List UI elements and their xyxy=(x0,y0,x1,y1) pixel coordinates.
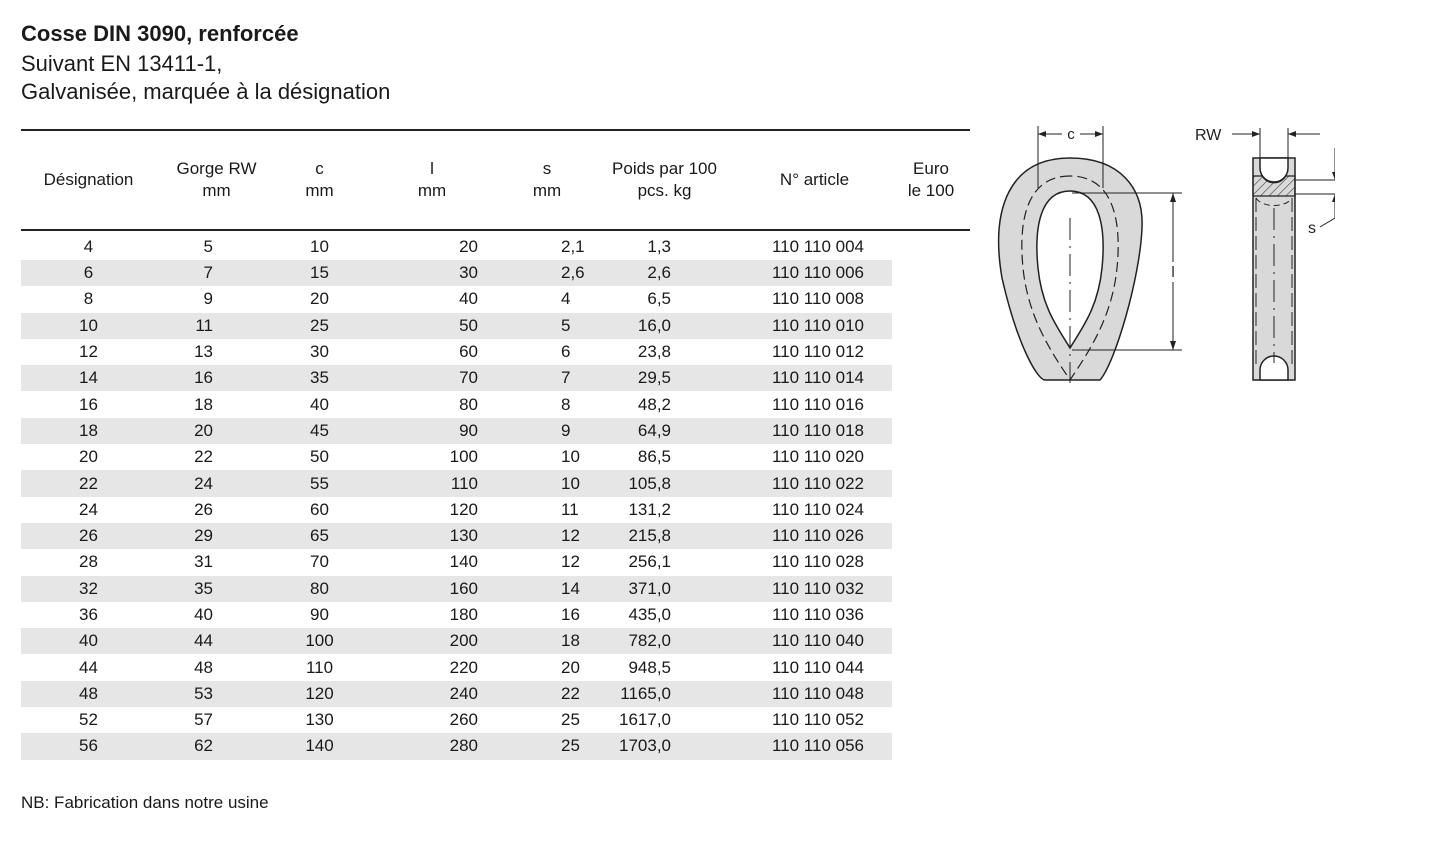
cell-euro xyxy=(892,339,970,365)
cell-article: 110 110 022 xyxy=(737,470,892,496)
cell-article: 110 110 014 xyxy=(737,365,892,391)
table-row xyxy=(21,313,970,339)
table-row xyxy=(21,497,970,523)
cell-euro xyxy=(892,602,970,628)
cell-poids: 371,0 xyxy=(592,576,737,602)
cell-s: 22 xyxy=(502,681,592,707)
cell-gorge-rw: 24 xyxy=(156,470,277,496)
cell-designation: 18 xyxy=(21,418,156,444)
cell-gorge-rw: 9 xyxy=(203,289,213,309)
cell-l: 160 xyxy=(362,576,502,602)
cell-designation: 52 xyxy=(79,710,98,730)
cell-poids: 131,2 xyxy=(628,499,671,519)
cell-s: 12 xyxy=(502,523,592,549)
cell-article: 110 110 044 xyxy=(771,657,864,677)
cell-c: 45 xyxy=(277,418,362,444)
dimension-s xyxy=(1295,148,1335,237)
cell-designation: 40 xyxy=(21,628,156,654)
cell-article: 110 110 024 xyxy=(771,499,864,519)
table-row xyxy=(21,470,970,496)
table-row xyxy=(21,549,970,575)
cell-designation: 26 xyxy=(21,523,156,549)
cell-c: 35 xyxy=(277,365,362,391)
cell-l: 200 xyxy=(362,628,502,654)
cell-designation: 22 xyxy=(21,470,156,496)
cell-designation: 12 xyxy=(79,342,98,362)
footnote: NB: Fabrication dans notre usine xyxy=(21,793,269,812)
cell-article: 110 110 026 xyxy=(737,523,892,549)
cell-s: 2,6 xyxy=(502,260,592,286)
col-header-c: c mm xyxy=(277,130,362,230)
cell-euro xyxy=(892,313,970,339)
cell-l: 60 xyxy=(459,342,478,362)
dimension-rw xyxy=(1195,127,1320,158)
cell-s: 25 xyxy=(561,710,580,730)
cell-article: 110 110 016 xyxy=(771,394,864,414)
cell-l: 180 xyxy=(449,605,478,624)
cell-article: 110 110 012 xyxy=(771,342,864,362)
cell-s: 25 xyxy=(502,733,592,759)
table-row xyxy=(21,707,970,733)
cell-c: 130 xyxy=(305,710,334,730)
label-l: l xyxy=(1171,264,1175,281)
cell-euro xyxy=(892,391,970,417)
table-row xyxy=(21,628,970,654)
cell-l: 20 xyxy=(459,237,478,256)
cell-euro xyxy=(892,444,970,470)
cell-designation: 10 xyxy=(21,313,156,339)
cell-poids: 86,5 xyxy=(637,447,671,467)
table-row xyxy=(21,576,970,602)
cell-euro xyxy=(892,230,970,260)
cell-gorge-rw: 7 xyxy=(156,260,277,286)
table-row xyxy=(21,681,970,707)
col-header-euro: Euro le 100 xyxy=(892,130,970,230)
cell-s: 5 xyxy=(502,313,592,339)
cell-gorge-rw: 62 xyxy=(156,733,277,759)
cell-l: 80 xyxy=(459,394,478,414)
cell-euro xyxy=(892,733,970,759)
col-header-designation: Désignation xyxy=(21,130,156,230)
table-row xyxy=(21,286,970,312)
subtitle-standard: Suivant EN 13411-1, xyxy=(21,51,223,76)
cell-article: 110 110 028 xyxy=(771,552,864,572)
spec-table xyxy=(21,129,970,760)
cell-gorge-rw: 5 xyxy=(203,237,213,256)
cell-c: 25 xyxy=(277,313,362,339)
cell-gorge-rw: 31 xyxy=(194,552,213,572)
label-c: c xyxy=(1067,126,1075,143)
cell-s: 16 xyxy=(561,605,580,624)
table-row xyxy=(21,654,970,680)
cell-poids: 2,6 xyxy=(592,260,737,286)
cell-l: 280 xyxy=(362,733,502,759)
cell-l: 120 xyxy=(449,499,478,519)
cell-s: 7 xyxy=(502,365,592,391)
subtitle-finish: Galvanisée, marquée à la désignation xyxy=(21,79,391,104)
cell-designation: 6 xyxy=(21,260,156,286)
cell-designation: 28 xyxy=(79,552,98,572)
cell-euro xyxy=(892,681,970,707)
cell-article: 110 110 010 xyxy=(737,313,892,339)
thimble-front-view xyxy=(999,158,1142,383)
table-header-row xyxy=(21,130,970,230)
table-row xyxy=(21,365,970,391)
cell-euro xyxy=(892,365,970,391)
table-row xyxy=(21,391,970,417)
spec-table-body xyxy=(21,230,970,760)
cell-poids: 215,8 xyxy=(592,523,737,549)
cell-l: 100 xyxy=(449,447,478,467)
cell-article: 110 110 036 xyxy=(771,605,864,624)
cell-c: 20 xyxy=(310,289,329,309)
cell-euro xyxy=(892,628,970,654)
cell-c: 55 xyxy=(277,470,362,496)
cell-gorge-rw: 20 xyxy=(156,418,277,444)
cell-gorge-rw: 48 xyxy=(194,657,213,677)
cell-s: 4 xyxy=(561,289,571,309)
cell-poids: 23,8 xyxy=(637,342,671,362)
cell-c: 15 xyxy=(277,260,362,286)
cell-euro xyxy=(892,286,970,312)
cell-l: 50 xyxy=(362,313,502,339)
cell-poids: 64,9 xyxy=(592,418,737,444)
cell-gorge-rw: 29 xyxy=(156,523,277,549)
cell-s: 9 xyxy=(502,418,592,444)
cell-c: 40 xyxy=(310,394,329,414)
col-header-s: s mm xyxy=(502,130,592,230)
cell-poids: 48,2 xyxy=(637,394,671,414)
cell-gorge-rw: 40 xyxy=(194,605,213,624)
table-row xyxy=(21,230,970,260)
cell-article: 110 110 020 xyxy=(771,447,864,467)
cell-poids: 782,0 xyxy=(592,628,737,654)
cell-euro xyxy=(892,523,970,549)
cell-c: 10 xyxy=(310,237,329,256)
cell-s: 18 xyxy=(502,628,592,654)
table-row xyxy=(21,602,970,628)
cell-article: 110 110 008 xyxy=(771,289,864,309)
cell-designation: 36 xyxy=(79,605,98,624)
table-row xyxy=(21,339,970,365)
cell-poids: 1165,0 xyxy=(592,681,737,707)
cell-l: 260 xyxy=(449,710,478,730)
cell-s: 10 xyxy=(502,470,592,496)
cell-article: 110 110 032 xyxy=(737,576,892,602)
cell-poids: 256,1 xyxy=(628,552,671,572)
cell-poids: 1703,0 xyxy=(592,733,737,759)
cell-poids: 1,3 xyxy=(647,237,671,256)
thimble-side-view xyxy=(1253,158,1295,380)
cell-poids: 29,5 xyxy=(592,365,737,391)
cell-euro xyxy=(892,418,970,444)
cell-designation: 8 xyxy=(83,289,94,309)
col-header-article: N° article xyxy=(737,130,892,230)
table-row xyxy=(21,733,970,759)
cell-s: 6 xyxy=(561,342,571,362)
cell-designation: 4 xyxy=(83,237,94,256)
cell-c: 30 xyxy=(310,342,329,362)
cell-article: 110 110 052 xyxy=(771,710,864,730)
cell-article: 110 110 006 xyxy=(737,260,892,286)
cell-gorge-rw: 35 xyxy=(156,576,277,602)
cell-c: 100 xyxy=(277,628,362,654)
cell-euro xyxy=(892,497,970,523)
cell-designation: 14 xyxy=(21,365,156,391)
cell-designation: 32 xyxy=(21,576,156,602)
cell-l: 110 xyxy=(362,470,502,496)
col-header-l: l mm xyxy=(362,130,502,230)
cell-c: 120 xyxy=(277,681,362,707)
cell-c: 50 xyxy=(310,447,329,467)
cell-c: 80 xyxy=(277,576,362,602)
cell-l: 220 xyxy=(449,657,478,677)
cell-c: 60 xyxy=(310,499,329,519)
cell-poids: 948,5 xyxy=(628,657,671,677)
cell-c: 65 xyxy=(277,523,362,549)
cell-gorge-rw: 11 xyxy=(156,313,277,339)
table-row xyxy=(21,523,970,549)
cell-designation: 48 xyxy=(21,681,156,707)
cell-s: 11 xyxy=(561,499,579,519)
cell-c: 70 xyxy=(310,552,329,572)
cell-l: 240 xyxy=(362,681,502,707)
cell-poids: 105,8 xyxy=(592,470,737,496)
label-rw: RW xyxy=(1195,127,1222,144)
cell-article: 110 110 018 xyxy=(737,418,892,444)
cell-gorge-rw: 57 xyxy=(194,710,213,730)
cell-gorge-rw: 53 xyxy=(156,681,277,707)
cell-article: 110 110 048 xyxy=(737,681,892,707)
cell-l: 70 xyxy=(362,365,502,391)
table-row xyxy=(21,418,970,444)
cell-gorge-rw: 26 xyxy=(194,499,213,519)
cell-poids: 1617,0 xyxy=(619,710,671,730)
cell-s: 14 xyxy=(502,576,592,602)
cell-s: 8 xyxy=(561,394,571,414)
cell-gorge-rw: 18 xyxy=(194,394,213,414)
cell-s: 12 xyxy=(561,552,580,572)
cell-euro xyxy=(892,470,970,496)
cell-gorge-rw: 16 xyxy=(156,365,277,391)
cell-l: 140 xyxy=(449,552,478,572)
cell-gorge-rw: 22 xyxy=(194,447,213,467)
cell-gorge-rw: 44 xyxy=(156,628,277,654)
cell-poids: 16,0 xyxy=(592,313,737,339)
table-row xyxy=(21,444,970,470)
label-s: s xyxy=(1308,220,1316,237)
col-header-poids: Poids par 100 pcs. kg xyxy=(592,130,737,230)
cell-c: 110 xyxy=(305,657,334,677)
cell-l: 30 xyxy=(362,260,502,286)
cell-euro xyxy=(892,260,970,286)
cell-s: 20 xyxy=(561,657,580,677)
cell-c: 90 xyxy=(310,605,329,624)
cell-poids: 6,5 xyxy=(647,289,671,309)
page-title: Cosse DIN 3090, renforcée xyxy=(21,21,299,46)
cell-s: 2,1 xyxy=(561,237,585,256)
table-row xyxy=(21,260,970,286)
cell-c: 140 xyxy=(277,733,362,759)
cell-gorge-rw: 13 xyxy=(194,342,213,362)
cell-article: 110 110 056 xyxy=(737,733,892,759)
cell-designation: 56 xyxy=(21,733,156,759)
cell-designation: 24 xyxy=(79,499,98,519)
cell-l: 90 xyxy=(362,418,502,444)
cell-designation: 20 xyxy=(79,447,98,467)
cell-euro xyxy=(892,707,970,733)
cell-designation: 16 xyxy=(79,394,98,414)
cell-euro xyxy=(892,654,970,680)
col-header-gorge-rw: Gorge RW mm xyxy=(156,130,277,230)
cell-euro xyxy=(892,549,970,575)
cell-poids: 435,0 xyxy=(628,605,671,624)
cell-s: 10 xyxy=(561,447,580,467)
cell-designation: 44 xyxy=(79,657,98,677)
thimble-drawing xyxy=(990,118,1335,393)
cell-euro xyxy=(892,576,970,602)
cell-l: 40 xyxy=(459,289,478,309)
cell-l: 130 xyxy=(362,523,502,549)
cell-article: 110 110 040 xyxy=(737,628,892,654)
cell-article: 110 110 004 xyxy=(771,237,864,256)
